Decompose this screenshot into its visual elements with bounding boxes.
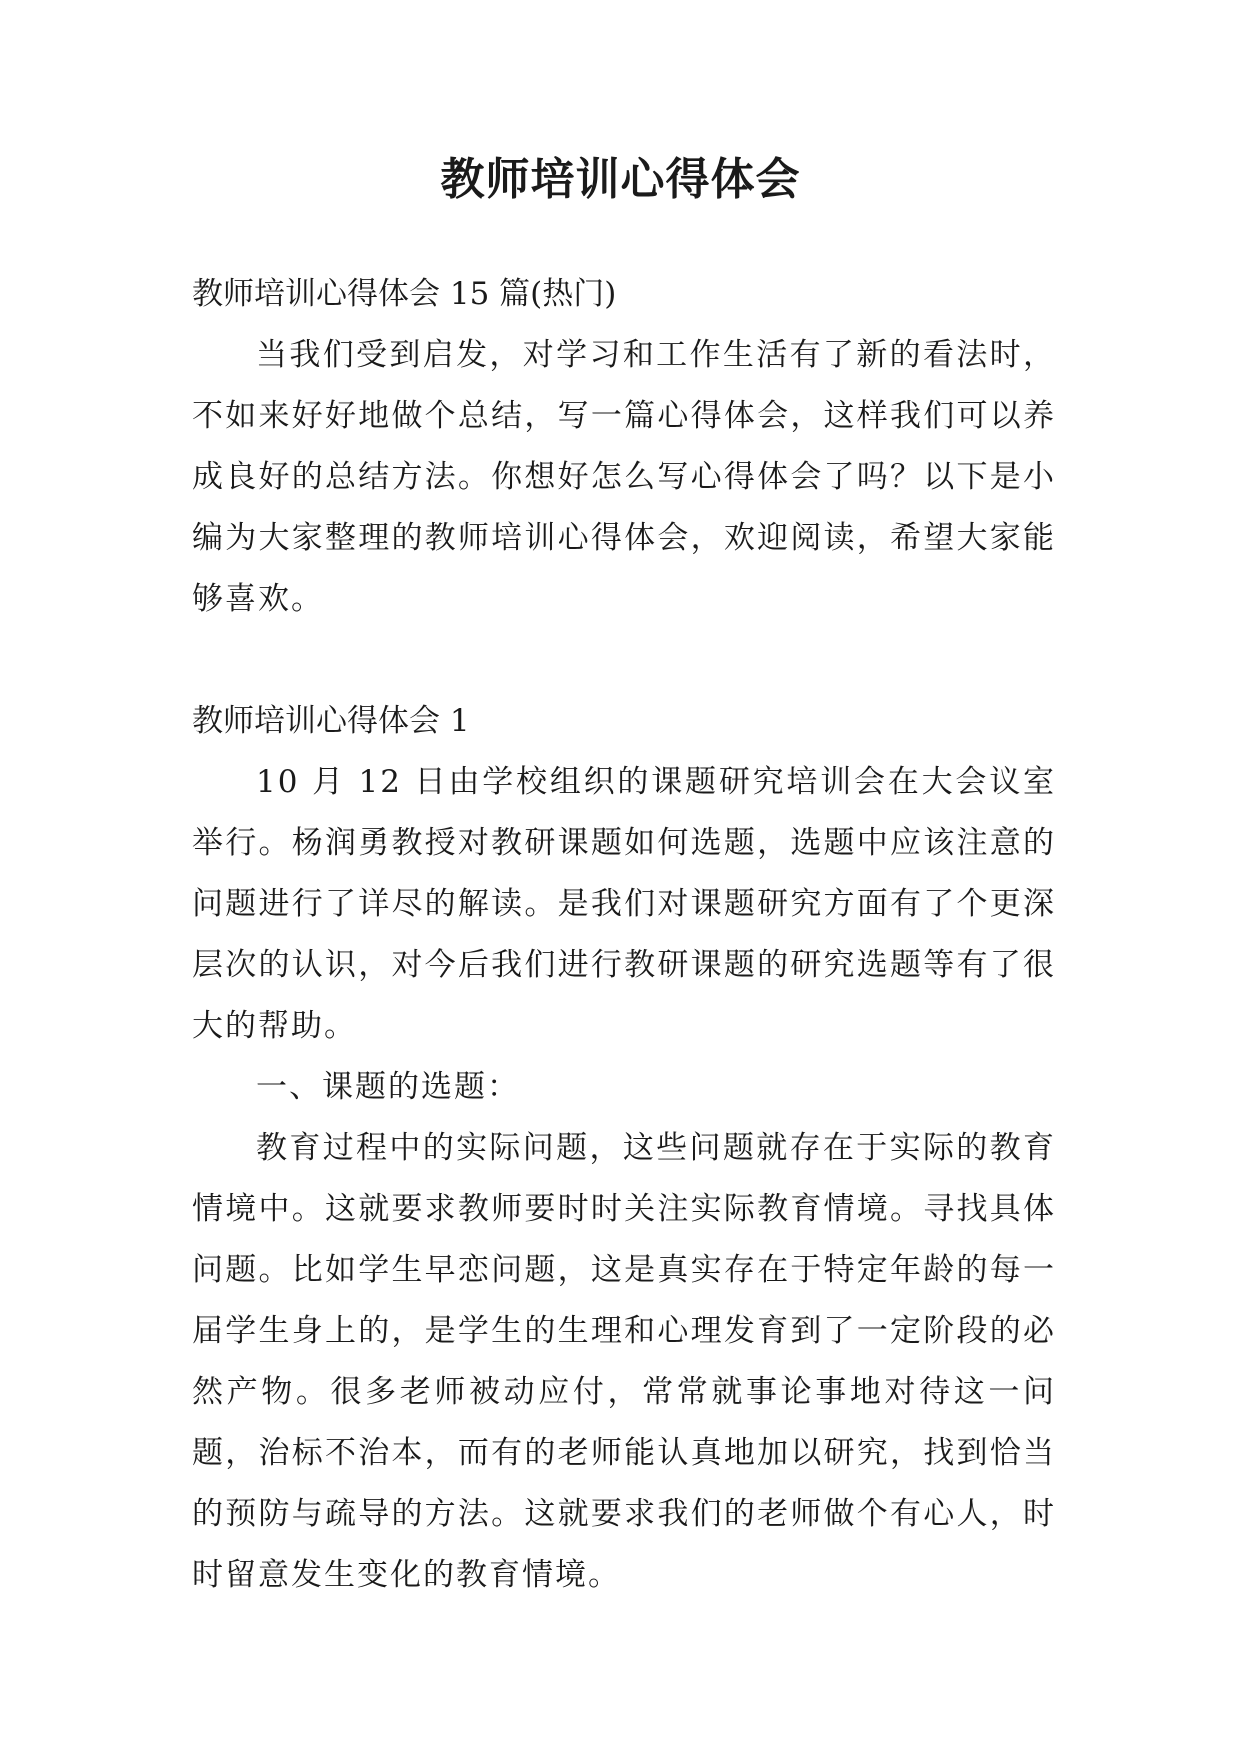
intro-paragraph: 当我们受到启发，对学习和工作生活有了新的看法时，不如来好好地做个总结，写一篇心得体会，这样我们可以养成良好的总结方法。你想好怎么写心得体会了吗？以下是小编为大家整理的教师培训心得体会，欢迎阅读，希望大家能够喜欢。 [192,337,1056,617]
section-heading: 教师培训心得体会 1 [192,703,470,739]
section-spacer [192,630,1056,691]
section-paragraph-1: 10 月 12 日由学校组织的课题研究培训会在大会议室举行。杨润勇教授对教研课题如何选题，选题中应该注意的问题进行了详尽的解读。是我们对课题研究方面有了个更深层次的认识，对今后我们进行教研课题的研究选题等有了很大的帮助。 [192,764,1056,1044]
section-point-heading: 一、课题的选题： [256,1069,520,1105]
document-subtitle: 教师培训心得体会 15 篇(热门) [192,276,617,312]
document-body [192,264,1056,1606]
section-paragraph-2: 教育过程中的实际问题，这些问题就存在于实际的教育情境中。这就要求教师要时时关注实际教育情境。寻找具体问题。比如学生早恋问题，这是真实存在于特定年龄的每一届学生身上的，是学生的生理和心理发育到了一定阶段的必然产物。很多老师被动应付，常常就事论事地对待这一问题，治标不治本，而有的老师能认真地加以研究，找到恰当的预防与疏导的方法。这就要求我们的老师做个有心人，时时留意发生变化的教育情境。 [192,1130,1056,1593]
document-title: 教师培训心得体会 [440,154,801,205]
